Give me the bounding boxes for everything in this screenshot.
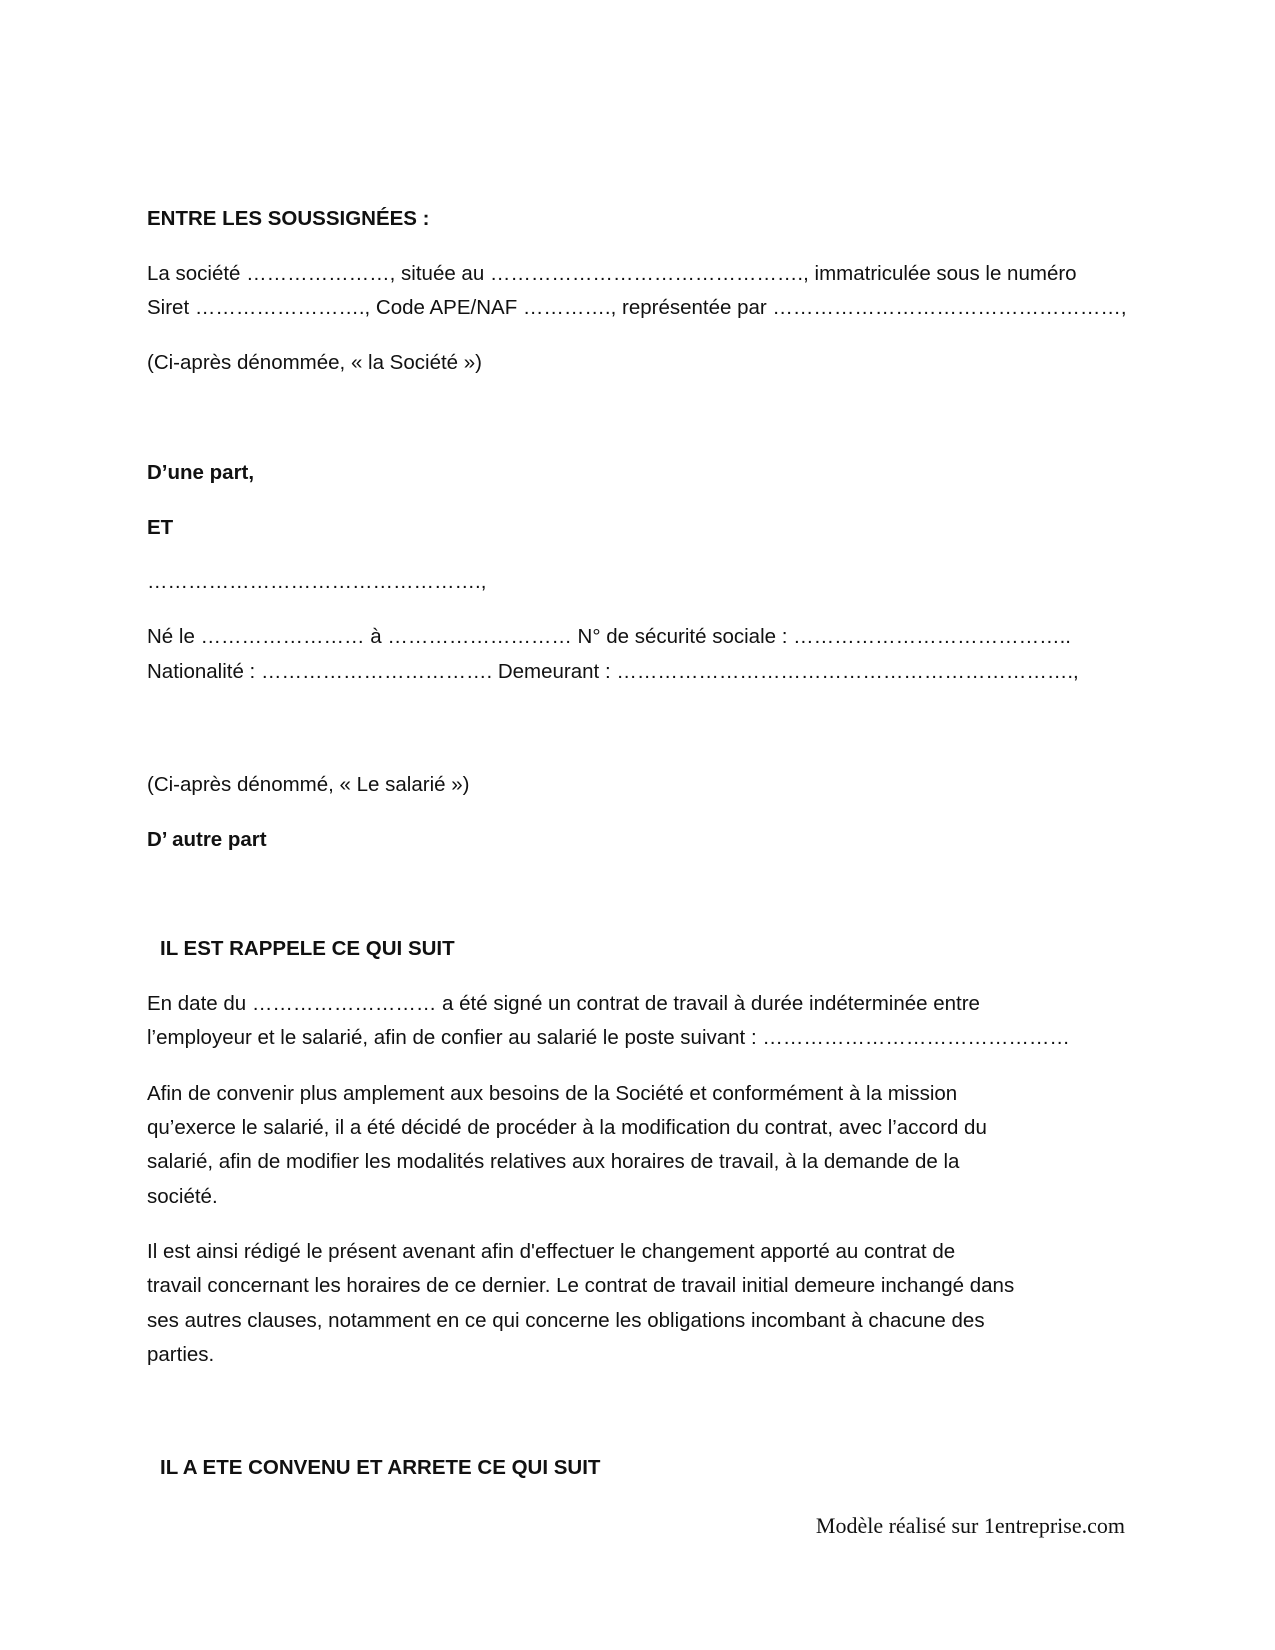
recital-paragraph-2-line-2: qu’exerce le salarié, il a été décidé de procéder à la modification du contrat, avec l’accord du bbox=[147, 1116, 987, 1139]
recital-paragraph-3-line-3: ses autres clauses, notamment en ce qui concerne les obligations incombant à chacune des bbox=[147, 1309, 985, 1332]
employee-name-blank: …………………………………………., bbox=[147, 570, 487, 593]
parties-heading: ENTRE LES SOUSSIGNÉES : bbox=[147, 207, 430, 230]
agreement-heading: IL A ETE CONVENU ET ARRETE CE QUI SUIT bbox=[160, 1456, 601, 1479]
second-party-label: D’ autre part bbox=[147, 828, 267, 851]
recital-paragraph-2-line-3: salarié, afin de modifier les modalités relatives aux horaires de travail, à la demande de la bbox=[147, 1150, 960, 1173]
recital-paragraph-3-line-4: parties. bbox=[147, 1343, 215, 1366]
company-line-2: Siret ……………………., Code APE/NAF …………., représentée par ……………………………………………, bbox=[147, 296, 1127, 319]
recital-paragraph-1-line-1: En date du ……………………… a été signé un contrat de travail à durée indéterminée entre bbox=[147, 992, 980, 1015]
footer-note: Modèle réalisé sur 1entreprise.com bbox=[815, 1513, 1125, 1538]
recital-paragraph-2-line-4: société. bbox=[147, 1185, 218, 1208]
recital-paragraph-3-line-2: travail concernant les horaires de ce dernier. Le contrat de travail initial demeure inchangé dans bbox=[147, 1274, 1015, 1297]
recital-heading: IL EST RAPPELE CE QUI SUIT bbox=[160, 937, 455, 960]
recital-paragraph-1-line-2: l’employeur et le salarié, afin de confier au salarié le poste suivant : ……………………………………… bbox=[147, 1026, 1070, 1049]
employee-alias: (Ci-après dénommé, « Le salarié ») bbox=[147, 773, 470, 796]
employee-line-2: Nationalité : ……………………………. Demeurant : …………………………………………………………., bbox=[147, 660, 1079, 683]
and-label: ET bbox=[147, 516, 174, 539]
first-party-label: D’une part, bbox=[147, 461, 255, 484]
recital-paragraph-2-line-1: Afin de convenir plus amplement aux besoins de la Société et conformément à la mission bbox=[147, 1082, 958, 1105]
company-line-1: La société …………………, située au ………………………………………., immatriculée sous le numéro bbox=[147, 262, 1077, 285]
recital-paragraph-3-line-1: Il est ainsi rédigé le présent avenant afin d'effectuer le changement apporté au contrat de bbox=[147, 1240, 956, 1263]
company-alias: (Ci-après dénommée, « la Société ») bbox=[147, 351, 482, 374]
employee-line-1: Né le …………………… à ……………………… N° de sécurité sociale : ………………………………….. bbox=[147, 625, 1072, 648]
